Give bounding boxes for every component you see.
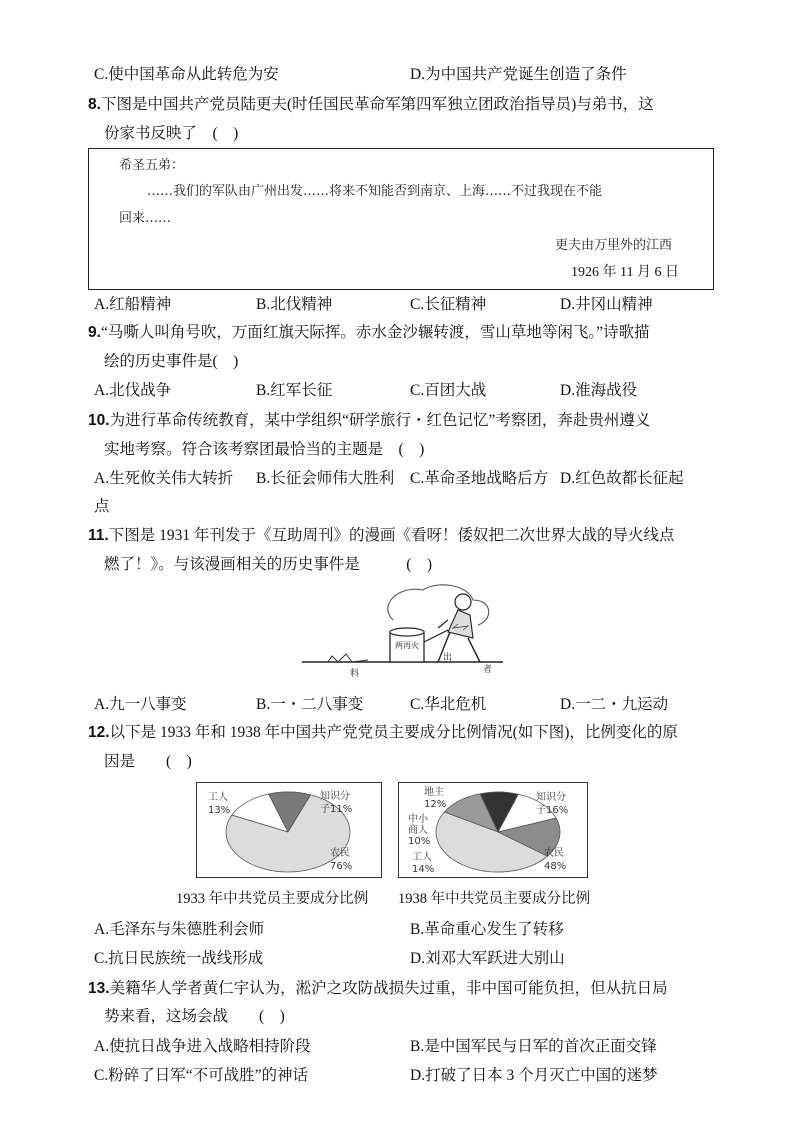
- q9-stem-line1: 9.“马嘶人叫角号吹，万面红旗天际挥。赤水金沙辗转渡，雪山草地等闲飞。”诗歌描: [88, 324, 650, 341]
- q11-cartoon: [298, 580, 508, 680]
- pie1-label-intel-pct: 子11%: [320, 804, 353, 815]
- q8-letter-box: [88, 148, 714, 290]
- q10-option-d-wrap: 点: [94, 498, 110, 515]
- letter-date: 1926 年 11 月 6 日: [571, 265, 679, 280]
- q13-option-b: B.是中国军民与日军的首次正面交锋: [410, 1038, 657, 1055]
- pie2-label-farmer-pct: 48%: [544, 861, 567, 872]
- pie1-caption: 1933 年中共党员主要成分比例: [176, 891, 369, 907]
- q10-stem-line1: 10.为进行革命传统教育，某中学组织“研学旅行・红色记忆”考察团，奔赴贵州遵义: [88, 412, 651, 429]
- q11-number: 11.: [88, 527, 109, 544]
- q13-option-c: C.粉碎了日军“不可战胜”的神话: [94, 1067, 308, 1084]
- q9-number: 9.: [88, 324, 101, 341]
- pie-chart-1938: [398, 782, 588, 878]
- pie1-label-worker: 工人: [208, 792, 228, 803]
- q11-stem-line1: 11.下图是 1931 年刊发于《互助周刊》的漫画《看呀！倭奴把二次世界大战的导火线点: [88, 527, 675, 544]
- q11-option-c: C.华北危机: [410, 696, 487, 713]
- q8-option-b: B.北伐精神: [256, 296, 333, 313]
- cartoon-label-right: 出: [443, 653, 453, 663]
- pie1-label-farmer: 农民: [330, 848, 350, 859]
- cartoon-figure: [438, 594, 480, 662]
- q9-option-a: A.北伐战争: [94, 382, 172, 399]
- q10-option-a: A.生死攸关伟大转折: [94, 470, 234, 487]
- q8-option-a: A.红船精神: [94, 296, 172, 313]
- q10-number: 10.: [88, 412, 110, 429]
- q11-stem-line2: 燃了！》。与该漫画相关的历史事件是 ( ): [104, 556, 433, 573]
- pie2-label-farmer: 农民: [544, 848, 564, 859]
- letter-salutation: 希圣五弟：: [119, 158, 185, 173]
- pie2-label-worker-pct: 14%: [412, 864, 435, 875]
- q12-stem-line2: 因是 ( ): [104, 753, 192, 770]
- svg-text:两再火: 两再火: [395, 641, 419, 650]
- q8-option-d: D.井冈山精神: [560, 296, 653, 313]
- pie2-label-landlord-pct: 12%: [424, 799, 447, 810]
- pie-chart-1933: [196, 782, 382, 878]
- pie2-label-intel-pct: 子16%: [536, 805, 569, 816]
- letter-body-line1: ……我们的军队由广州出发……将来不知能否到南京、上海……不过我现在不能: [147, 184, 603, 199]
- q9-option-b: B.红军长征: [256, 382, 333, 399]
- q10-option-c: C.革命圣地战略后方: [410, 470, 549, 487]
- q7-option-d: D.为中国共产党诞生创造了条件: [410, 66, 627, 83]
- q12-number: 12.: [88, 724, 110, 741]
- cartoon-label-left: 料: [350, 669, 360, 679]
- pie2-label-intel: 知识分: [536, 792, 566, 803]
- powder-barrel: [390, 628, 424, 662]
- q11-option-d: D.一二・九运动: [560, 696, 669, 713]
- pie2-caption: 1938 年中共党员主要成分比例: [398, 891, 591, 907]
- pie2-label-merchant1: 中小: [408, 814, 428, 825]
- pie2-label-merchant-pct: 10%: [408, 836, 431, 847]
- q12-option-b: B.革命重心发生了转移: [410, 921, 564, 938]
- q12-option-c: C.抗日民族统一战线形成: [94, 950, 264, 967]
- q12-option-a: A.毛泽东与朱德胜利会师: [94, 921, 265, 938]
- q13-option-d: D.打破了日本 3 个月灭亡中国的迷梦: [410, 1067, 658, 1084]
- pie2-label-merchant2: 商人: [408, 825, 428, 836]
- q8-stem-line1: 8.下图是中国共产党员陆更夫(时任国民革命军第四军独立团政治指导员)与弟书，这: [88, 96, 654, 113]
- q7-option-c: C.使中国革命从此转危为安: [94, 66, 279, 83]
- letter-body-line2: 回来……: [119, 211, 172, 226]
- q13-stem-line2: 势来看，这场会战 ( ): [104, 1008, 285, 1025]
- cartoon-label-far: 者: [483, 665, 493, 675]
- pie2-label-landlord: 地主: [424, 787, 444, 798]
- q11-option-a: A.九一八事变: [94, 696, 187, 713]
- pie1-label-farmer-pct: 76%: [330, 861, 353, 872]
- q12-stem-line1: 12.以下是 1933 年和 1938 年中国共产党党员主要成分比例情况(如下图)，比例变化的原: [88, 724, 678, 741]
- pie1-label-worker-pct: 13%: [208, 805, 231, 816]
- q11-option-b: B.一・二八事变: [256, 696, 364, 713]
- q8-number: 8.: [88, 96, 101, 113]
- q8-option-c: C.长征精神: [410, 296, 487, 313]
- letter-signature: 更夫由万里外的江西: [555, 238, 673, 253]
- pie2-label-worker: 工人: [412, 852, 432, 863]
- q12-option-d: D.刘邓大军跃进大别山: [410, 950, 565, 967]
- q9-stem-line2: 绘的历史事件是( ): [104, 353, 239, 370]
- q10-stem-line2: 实地考察。符合该考察团最恰当的主题是 ( ): [104, 441, 425, 458]
- q13-stem-line1: 13.美籍华人学者黄仁宇认为，淞沪之攻防战损失过重，非中国可能负担，但从抗日局: [88, 980, 668, 997]
- pie1-label-intel: 知识分: [320, 791, 350, 802]
- q10-option-d: D.红色故都长征起: [560, 470, 684, 487]
- q9-option-c: C.百团大战: [410, 382, 487, 399]
- q13-number: 13.: [88, 980, 110, 997]
- q8-stem-line2: 份家书反映了 ( ): [104, 125, 239, 142]
- q13-option-a: A.使抗日战争进入战略相持阶段: [94, 1038, 311, 1055]
- q9-option-d: D.淮海战役: [560, 382, 638, 399]
- q10-option-b: B.长征会师伟大胜利: [256, 470, 395, 487]
